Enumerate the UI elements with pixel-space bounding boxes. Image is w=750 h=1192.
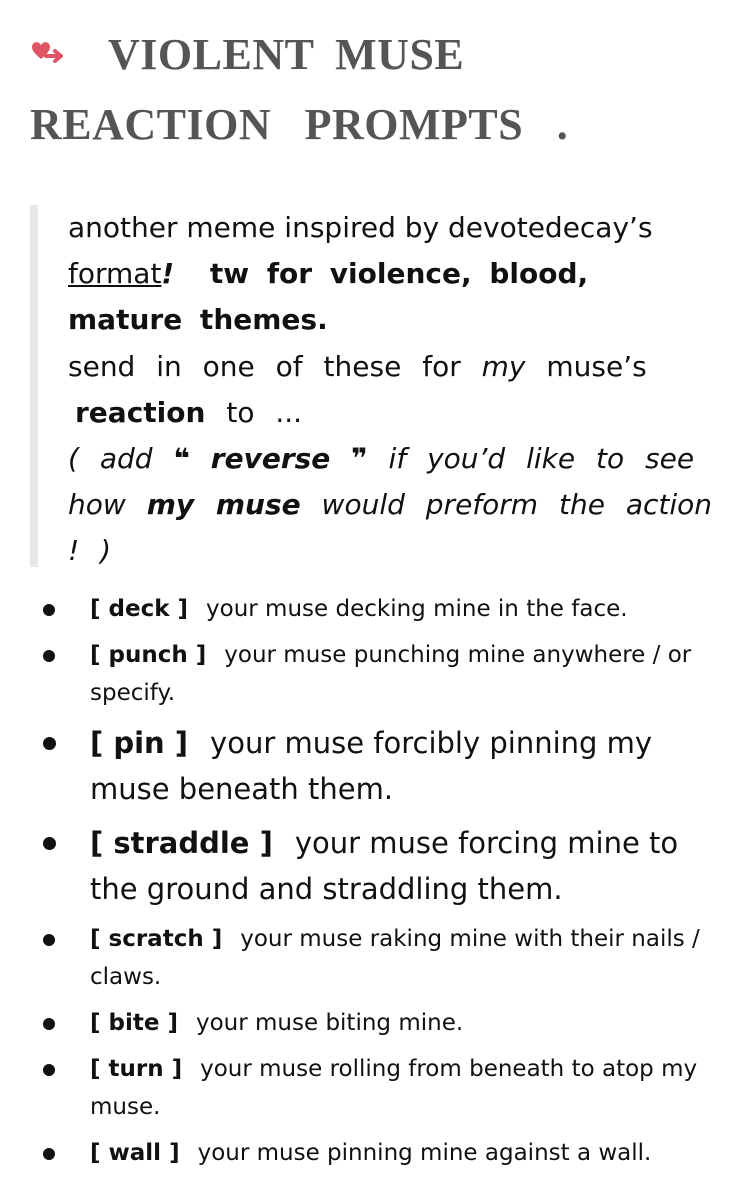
format-link[interactable]: format — [68, 257, 162, 291]
list-item: [ bite ] your muse biting mine. — [40, 1004, 720, 1042]
trigger-warning: tw for violence, blood, mature themes. — [68, 257, 589, 337]
intro-paragraph-1: another meme inspired by devotedecay’s format! tw for violence, blood, mature themes. — [68, 211, 653, 337]
list-item: [ punch ] your muse punching mine anywhere / or specify. — [40, 636, 720, 712]
bullet-icon — [43, 1064, 55, 1076]
list-item: [ straddle ] your muse forcing mine to the ground and straddling them. — [40, 820, 720, 912]
list-item: [ deck ] your muse decking mine in the face. — [40, 590, 720, 628]
bullet-icon — [43, 650, 55, 662]
title-line-1: VIOLENT MUSE — [108, 30, 465, 79]
bullet-icon — [43, 737, 56, 750]
intro-paragraph-2: send in one of these for my muse’s reaction to ... — [68, 349, 647, 429]
heart-arrow-icon — [30, 41, 64, 71]
bullet-icon — [43, 934, 55, 946]
close-quote-mark: ❞ — [351, 442, 368, 476]
open-quote-mark: ❝ — [173, 442, 190, 476]
list-item: [ turn ] your muse rolling from beneath to atop my muse. — [40, 1050, 720, 1126]
list-item: [ scratch ] your muse raking mine with their nails / claws. — [40, 920, 720, 996]
prompt-list — [40, 590, 720, 1180]
intro-paragraph-3: ( add ❝ reverse ❞ if you’d like to see how my muse would preform the action ! ) — [68, 442, 713, 568]
list-item: [ pin ] your muse forcibly pinning my muse beneath them. — [40, 720, 720, 812]
list-item: [ wall ] your muse pinning mine against a wall. — [40, 1134, 720, 1172]
title-line-2: REACTION PROMPTS . — [30, 100, 569, 149]
bullet-icon — [43, 1018, 55, 1030]
post-title — [30, 20, 730, 160]
bullet-icon — [43, 837, 56, 850]
bullet-icon — [43, 1148, 55, 1160]
intro-blockquote — [30, 205, 720, 567]
bullet-icon — [43, 604, 55, 616]
